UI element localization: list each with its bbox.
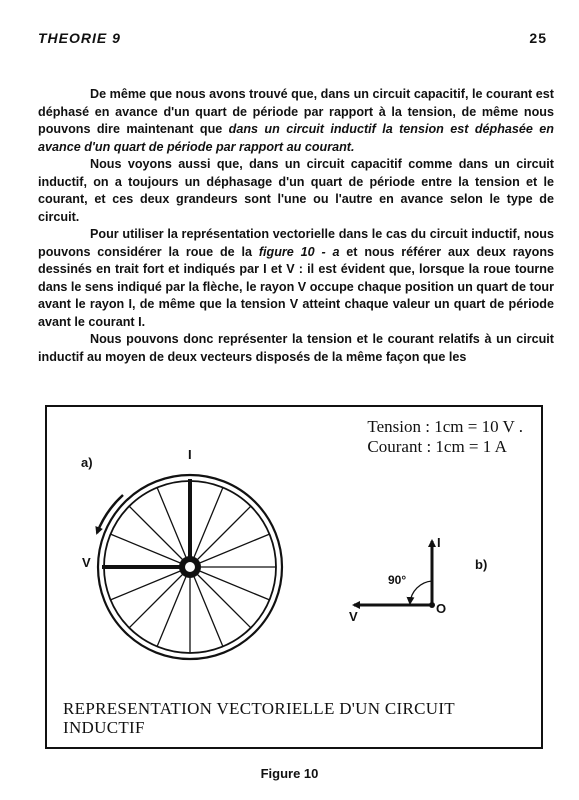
wheel <box>97 475 282 659</box>
paragraph-4: Nous pouvons donc représenter la tension et le courant relatifs à un circuit inductif au moyen de deux vecteurs disposés de la même façon que les <box>38 332 554 364</box>
rotation-arrow <box>97 495 123 533</box>
angle-arc <box>410 581 432 603</box>
label-a: a) <box>81 455 93 470</box>
label-b: b) <box>475 557 488 572</box>
wheel-label-v: V <box>82 555 91 570</box>
scale-courant: Courant : 1cm = 1 A <box>367 437 507 456</box>
figure-title: REPRESENTATION VECTORIELLE D'UN CIRCUIT INDUCTIF <box>63 699 455 737</box>
paragraph-1-text: De même que nous avons trouvé que, dans un circuit capacitif, le courant est déphasé en avance d'un quart de période par rapport à la tension, de même nous pouvons dire maintenant que <box>38 87 554 136</box>
figure-drawing <box>47 407 541 747</box>
body-text <box>38 86 554 366</box>
page-number: 25 <box>529 30 547 46</box>
page-header <box>38 30 547 46</box>
paragraph-3-text: Pour utiliser la représentation vectorielle dans le cas du circuit inductif, nous pouvons considérer la roue de la <box>38 227 554 259</box>
paragraph-3-text-end: et nous référer aux deux rayons dessinés en trait fort et indiqués par I et V : il est évident que, lorsque la roue tourne dans le sens indiqué par la flèche, le rayon V occupe chaque position un quart de tour avant le rayon I, de même que la tension V atteint chaque valeur un quart de période avant le courant I. <box>38 244 555 329</box>
vector-origin-dot <box>429 602 435 608</box>
figure-reference: figure 10 - a <box>258 244 340 259</box>
paragraph-2: Nous voyons aussi que, dans un circuit capacitif comme dans un circuit inductif, on a toujours un déphasage d'un quart de période entre la tension et le courant, et ces deux grandeurs sont l'une ou l'autre en avance selon le type de circuit. <box>38 157 554 224</box>
figure-frame <box>45 405 543 749</box>
paragraph-3 <box>38 226 554 331</box>
paragraph-1-emphasis: dans un circuit inductif la tension est déphasée en avance d'un quart de période par rapport au courant. <box>38 122 554 154</box>
vector-label-v: V <box>349 609 358 624</box>
chapter-title: THEORIE 9 <box>38 30 121 46</box>
scale-tension: Tension : 1cm = 10 V . <box>367 417 523 436</box>
angle-label: 90° <box>388 573 407 587</box>
paragraph-1 <box>38 86 554 156</box>
vector-origin-label: O <box>436 601 447 616</box>
wheel-label-i: I <box>188 447 192 462</box>
vector-label-i: I <box>437 535 441 550</box>
figure-caption: Figure 10 <box>260 766 319 781</box>
wheel-hub-center <box>185 562 195 572</box>
